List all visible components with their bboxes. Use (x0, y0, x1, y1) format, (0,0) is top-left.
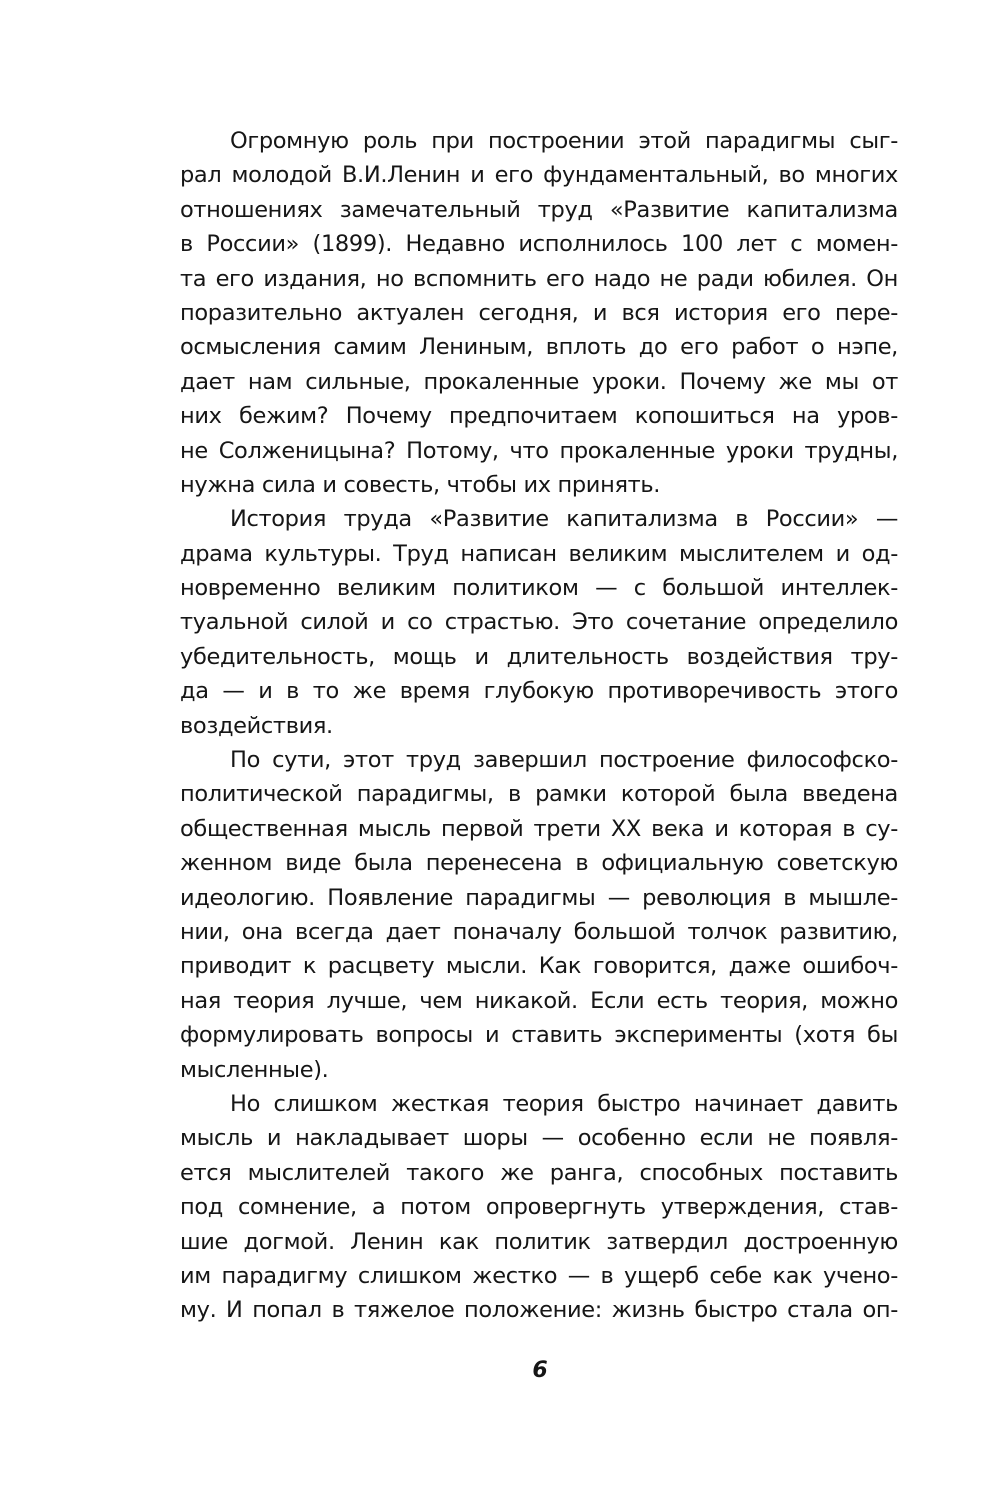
text-line: новременно великим политиком — с большой интеллек- (180, 575, 898, 602)
text-line: отношениях замечательный труд «Развитие капитализма (180, 196, 898, 223)
text-line: женном виде была перенесена в официальную советскую (180, 850, 898, 877)
text-line: в России» (1899). Недавно исполнилось 100 лет с момен- (180, 231, 898, 258)
text-line: осмысления самим Лениным, вплоть до его работ о нэпе, (180, 334, 898, 361)
text-line: убедительность, мощь и длительность воздействия тру- (180, 643, 898, 670)
text-line: ется мыслителей такого же ранга, способных поставить (180, 1159, 898, 1186)
text-line: да — и в то же время глубокую противоречивость этого (180, 678, 898, 705)
text-line: нужна сила и совесть, чтобы их принять. (180, 471, 661, 498)
text-line: Но слишком жесткая теория быстро начинает давить (230, 1090, 898, 1117)
text-line: не Солженицына? Потому, что прокаленные уроки трудны, (180, 437, 898, 464)
text-line: политической парадигмы, в рамки которой была введена (180, 781, 898, 808)
text-line: идеологию. Появление парадигмы — революция в мышле- (180, 884, 898, 911)
text-line: нии, она всегда дает поначалу большой толчок развитию, (180, 918, 898, 945)
text-line: поразительно актуален сегодня, и вся история его пере- (180, 299, 898, 326)
text-line: общественная мысль первой трети XX века и которая в су- (180, 815, 898, 842)
text-line: мысленные). (180, 1056, 329, 1083)
text-line: воздействия. (180, 712, 333, 739)
text-line: шие догмой. Ленин как политик затвердил достроенную (180, 1228, 898, 1255)
text-line: им парадигму слишком жестко — в ущерб себе как учено- (180, 1262, 898, 1289)
text-line: По сути, этот труд завершил построение философско- (230, 747, 898, 774)
text-line: них бежим? Почему предпочитаем копошиться на уров- (180, 403, 898, 430)
text-line: ная теория лучше, чем никакой. Если есть теория, можно (180, 987, 898, 1014)
text-line: под сомнение, а потом опровергнуть утверждения, став- (180, 1194, 898, 1221)
text-line: туальной силой и со страстью. Это сочетание определило (180, 609, 898, 636)
text-line: История труда «Развитие капитализма в России» — (230, 506, 898, 533)
text-line: драма культуры. Труд написан великим мыслителем и од- (180, 540, 898, 567)
text-line: му. И попал в тяжелое положение: жизнь быстро стала оп- (180, 1297, 898, 1324)
text-line: приводит к расцвету мысли. Как говорится, даже ошибоч- (180, 953, 898, 980)
text-line: рал молодой В.И.Ленин и его фундаментальный, во многих (180, 162, 898, 189)
paragraph-4 (180, 1087, 898, 1328)
paragraph-3 (180, 743, 898, 1087)
body-text (180, 124, 898, 1328)
paragraph-2 (180, 502, 898, 743)
text-line: формулировать вопросы и ставить эксперименты (хотя бы (180, 1022, 898, 1049)
text-line: дает нам сильные, прокаленные уроки. Почему же мы от (180, 368, 898, 395)
paragraph-1 (180, 124, 898, 502)
page-number: 6 (532, 1358, 548, 1383)
text-line: та его издания, но вспомнить его надо не ради юбилея. Он (180, 265, 898, 292)
text-line: мысль и накладывает шоры — особенно если не появля- (180, 1125, 898, 1152)
text-line: Огромную роль при построении этой парадигмы сыг- (230, 128, 898, 154)
